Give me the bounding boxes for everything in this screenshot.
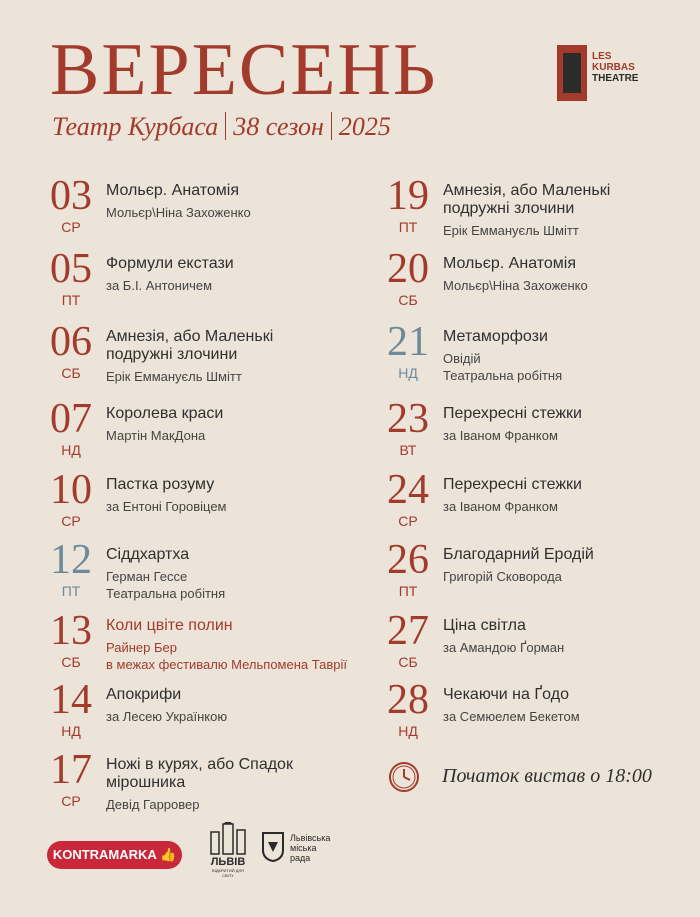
weekday: СР (61, 793, 81, 809)
event-author: за Семюелем Бекетом (443, 709, 580, 724)
event-author: за Амандою Ґорман (443, 640, 565, 655)
day-number: 07 (50, 396, 92, 442)
day-number: 27 (387, 608, 429, 654)
event-title: Амнезія, або Маленькі подружні злочини (106, 328, 274, 363)
day-number: 14 (50, 677, 92, 723)
day-number: 05 (50, 246, 92, 292)
event-title: Ціна світла (443, 617, 526, 634)
page-subtitle (52, 112, 391, 142)
weekday: ПТ (398, 219, 418, 235)
event-date (385, 319, 431, 382)
logo-line-les: LES (592, 51, 612, 62)
event-title: Метаморфози (443, 328, 548, 345)
event-title: Благодарний Еродій (443, 546, 594, 563)
event-date (385, 608, 431, 671)
event-title: Амнезія, або Маленькі подружні злочини (443, 182, 611, 217)
event-date (48, 173, 94, 236)
event-date (48, 467, 94, 530)
event-title: Королева краси (106, 405, 224, 422)
weekday: ВТ (399, 442, 417, 458)
event-note: Театральна робітня (106, 586, 226, 601)
event-date (385, 677, 431, 740)
event-title: Чекаючи на Ґодо (443, 686, 569, 703)
event-title: Мольєр. Анатомія (106, 182, 239, 199)
event-author: Герман Гессе (106, 569, 188, 584)
lviv-tagline: ВІДКРИТИЙ ДЛЯ СВІТУ (212, 868, 244, 878)
event-date (48, 747, 94, 810)
weekday: ПТ (61, 583, 81, 599)
weekday: СР (398, 513, 418, 529)
event-author: Ерік Еммануєль Шмітт (443, 223, 579, 238)
event-title: Коли цвіте полин (106, 617, 233, 634)
event-date (385, 396, 431, 459)
theatre-mark-icon (557, 45, 587, 101)
day-number: 23 (387, 396, 429, 442)
event-note: в межах фестивалю Мельпомена Таврії (106, 657, 347, 672)
event-title: Апокрифи (106, 686, 182, 703)
logo-line-theatre: THEATRE (592, 73, 639, 84)
subtitle-divider (331, 112, 332, 140)
subtitle-season: 38 сезон (233, 112, 324, 141)
coat-of-arms-icon (262, 832, 284, 862)
subtitle-theatre: Театр Курбаса (52, 112, 219, 141)
event-author: Овідій (443, 351, 481, 366)
event-date (48, 608, 94, 671)
event-title: Формули екстази (106, 255, 234, 272)
subtitle-divider (225, 112, 226, 140)
event-title: Пастка розуму (106, 476, 215, 493)
weekday: СБ (61, 365, 81, 381)
event-author: Мольєр\Ніна Захоженко (106, 205, 251, 220)
logo-line-kurbas: KURBAS (592, 62, 635, 73)
logo-text (592, 51, 638, 84)
day-number: 26 (387, 537, 429, 583)
event-date (385, 467, 431, 530)
event-author: за Іваном Франком (443, 499, 558, 514)
weekday: ПТ (61, 292, 81, 308)
thumbs-up-icon: 👍 (159, 847, 177, 862)
council-line: рада (290, 853, 311, 863)
event-date (48, 319, 94, 382)
event-title: Перехресні стежки (443, 405, 582, 422)
city-council-logo[interactable] (290, 833, 330, 863)
event-author: за Лесею Українкою (106, 709, 228, 724)
event-author: за Б.І. Антоничем (106, 278, 213, 293)
day-number: 03 (50, 173, 92, 219)
event-author: Ерік Еммануєль Шмітт (106, 369, 242, 384)
lviv-city-logo[interactable] (208, 822, 248, 878)
weekday: СБ (61, 654, 81, 670)
weekday: СР (61, 219, 81, 235)
weekday: НД (398, 365, 418, 381)
weekday: ПТ (398, 583, 418, 599)
subtitle-year: 2025 (338, 112, 391, 141)
event-date (48, 677, 94, 740)
event-date (48, 246, 94, 309)
day-number: 10 (50, 467, 92, 513)
weekday: НД (398, 723, 418, 739)
day-number: 19 (387, 173, 429, 219)
event-date (48, 396, 94, 459)
city-towers-icon (208, 822, 248, 856)
event-author: Девід Гарровер (106, 797, 200, 812)
event-date (48, 537, 94, 600)
day-number: 13 (50, 608, 92, 654)
event-author: Райнер Бер (106, 640, 177, 655)
event-date (385, 173, 431, 236)
event-author: Григорій Сковорода (443, 569, 562, 584)
day-number: 24 (387, 467, 429, 513)
les-kurbas-logo[interactable] (557, 45, 649, 101)
clock-icon (388, 761, 420, 793)
event-date (385, 537, 431, 600)
council-line: міська (290, 843, 317, 853)
weekday: СБ (398, 654, 418, 670)
start-time-note: Початок вистав о 18:00 (442, 765, 652, 787)
day-number: 12 (50, 537, 92, 583)
event-title: Перехресні стежки (443, 476, 582, 493)
day-number: 28 (387, 677, 429, 723)
day-number: 06 (50, 319, 92, 365)
start-time-row (388, 761, 688, 795)
event-author: за Іваном Франком (443, 428, 558, 443)
event-date (385, 246, 431, 309)
kontramarka-label: KONTRAMARKA (52, 847, 157, 862)
council-line: Львівська (290, 833, 331, 843)
weekday: СР (61, 513, 81, 529)
lviv-wordmark: ЛЬВІВ (210, 856, 246, 868)
event-title: Мольєр. Анатомія (443, 255, 576, 272)
weekday: НД (61, 723, 81, 739)
page-title: ВЕРЕСЕНЬ (50, 29, 438, 111)
event-author: Мартін МакДона (106, 428, 206, 443)
event-title: Сіддхартха (106, 546, 190, 563)
event-author: за Ентоні Горовіцем (106, 499, 227, 514)
day-number: 20 (387, 246, 429, 292)
event-author: Мольєр\Ніна Захоженко (443, 278, 588, 293)
event-note: Театральна робітня (443, 368, 563, 383)
weekday: СБ (398, 292, 418, 308)
day-number: 17 (50, 747, 92, 793)
kontramarka-button[interactable] (47, 841, 182, 869)
weekday: НД (61, 442, 81, 458)
event-title: Ножі в курях, або Спадок мірошника (106, 756, 293, 791)
day-number: 21 (387, 319, 429, 365)
